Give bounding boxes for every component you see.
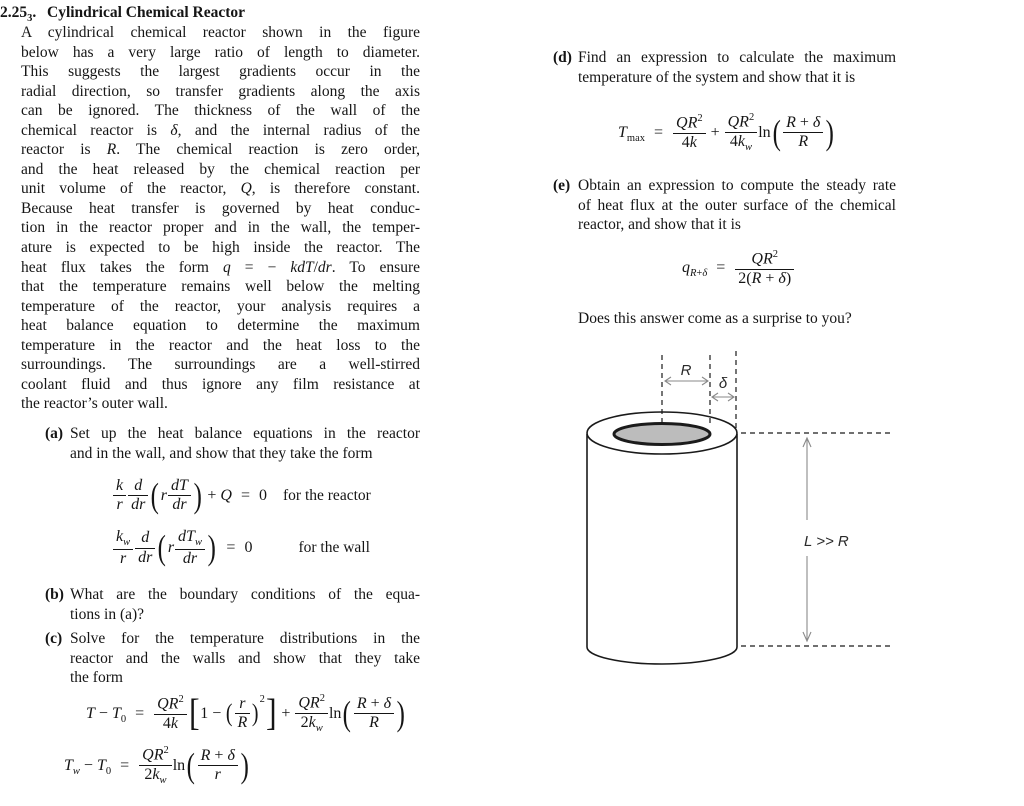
reactor-figure	[560, 348, 980, 688]
equation-temperature-wall	[64, 745, 250, 787]
text-line: Find an expression to calculate the maximum	[578, 49, 896, 66]
item-e-text	[578, 176, 896, 235]
equation-math: $T_w - T_0$ = $\frac{QR^2}{2k_w}$ ln( $\frac{R + \delta}{r}$ )	[64, 745, 249, 786]
item-e-label: (e)	[553, 177, 571, 194]
text-line: This suggests the largest gradients occur in the	[21, 63, 420, 81]
item-c-label: (c)	[45, 630, 63, 647]
equation-temperature-reactor	[86, 693, 407, 735]
item-a-label: (a)	[45, 425, 64, 442]
text-line: temperature of the system and show that it is	[578, 68, 856, 86]
problem-title: Cylindrical Chemical Reactor	[47, 4, 246, 21]
text-line: ature is expected to be high inside the reactor. The	[21, 239, 420, 257]
equation-heat-flux	[682, 249, 795, 288]
intro-paragraph	[21, 23, 420, 414]
text-line: reactor, and show that it is	[578, 216, 741, 234]
text-line: below has a very large ratio of length to diameter.	[21, 43, 420, 61]
equation-t-max	[618, 112, 836, 154]
text-line: can be ignored. The thickness of the wall of the	[21, 102, 420, 120]
text-line: and the heat released by the chemical reaction per	[21, 160, 420, 178]
equation-math: $\frac{k}{r}$ $\frac{d}{dr}$ ( r $\frac{dT}{dr}$ ) + Q = 0	[112, 487, 267, 504]
text-line: reactor is R. The chemical reaction is zero order,	[21, 141, 421, 159]
text-line: Solve for the temperature distributions in the	[70, 630, 420, 647]
text-line: heat balance equation to determine the maximum	[21, 317, 420, 335]
item-d-text	[578, 48, 896, 87]
text-line: and in the wall, and show that they take the form	[70, 444, 373, 462]
text-line: temperature in the reactor and the heat loss to the	[21, 336, 420, 354]
text-line: chemical reactor is δ, and the internal radius of the	[21, 121, 420, 139]
text-line: Obtain an expression to compute the steady rate	[578, 177, 896, 194]
item-c-text	[70, 629, 420, 688]
text-line: surroundings. The surroundings are a well-stirred	[21, 356, 420, 374]
equation-annotation: for the reactor	[283, 486, 371, 504]
text-line: heat flux takes the form q = − kdT/dr. To ensure	[21, 258, 421, 276]
figure-label-radius: R	[680, 362, 692, 379]
text-line: A cylindrical chemical reactor shown in the figure	[21, 24, 420, 41]
figure-label-length: L >> R	[804, 533, 849, 550]
text-line: What are the boundary conditions of the equa-	[70, 586, 420, 603]
equation-annotation: for the wall	[298, 539, 370, 556]
text-line: Set up the heat balance equations in the reactor	[70, 425, 420, 442]
equation-math: $q_{R+\delta}$ = $\frac{QR^2}{2(R + \delta)}$	[682, 259, 795, 276]
figure-label-wall-thickness: δ	[718, 375, 728, 392]
text-line: of heat flux at the outer surface of the chemical	[578, 196, 896, 214]
item-b-label: (b)	[45, 586, 64, 603]
text-line: Because heat transfer is governed by heat conduc-	[21, 199, 420, 217]
text-line: reactor and the walls and show that they take	[70, 649, 420, 667]
equation-heat-balance-reactor	[112, 477, 371, 515]
text-line: tion in the reactor proper and in the wall, the temper-	[21, 219, 420, 237]
text-line: radial direction, so transfer gradients along the axis	[21, 82, 420, 100]
equation-math: $T - T_0$ = $\frac{QR^2}{4k}$ [1 − ( $\frac{r}{R}$ )$^2$] + $\frac{QR^2}{2k_w}$ ln( $\frac{R + \delta}{R}$ )	[86, 693, 405, 735]
equation-math: $\frac{k_w}{r}$ $\frac{d}{dr}$ ( r $dT_w$ dr ) = 0	[112, 539, 252, 556]
text-line: that the temperature remains well below the melting	[21, 278, 420, 296]
item-b-text	[70, 585, 420, 624]
equation-heat-balance-wall	[112, 528, 370, 569]
text-line: coolant fluid and thus ignore any film resistance at	[21, 375, 420, 393]
text-line: unit volume of the reactor, Q, is therefore constant.	[21, 180, 420, 198]
text-line: the reactor’s outer wall.	[21, 395, 168, 413]
item-d-label: (d)	[553, 49, 572, 66]
problem-number: $2.25_3$.	[0, 4, 37, 25]
closing-question: Does this answer come as a surprise to you?	[578, 310, 852, 327]
cylinder-outline	[587, 412, 737, 664]
text-line: tions in (a)?	[70, 605, 145, 623]
dashed-guide-lines	[662, 351, 894, 646]
text-line: the form	[70, 669, 123, 687]
equation-math: $T_{max}$ = $\frac{QR^2}{4k}$ + $\frac{QR^2}{4k_w}$ ln( $\frac{R + \delta}{R}$ )	[618, 112, 835, 153]
item-a-text	[70, 424, 420, 463]
problem-heading	[0, 4, 245, 24]
reactor-core-ellipse	[614, 424, 710, 445]
text-line: temperature of the reactor, your analysis requires a	[21, 297, 420, 315]
